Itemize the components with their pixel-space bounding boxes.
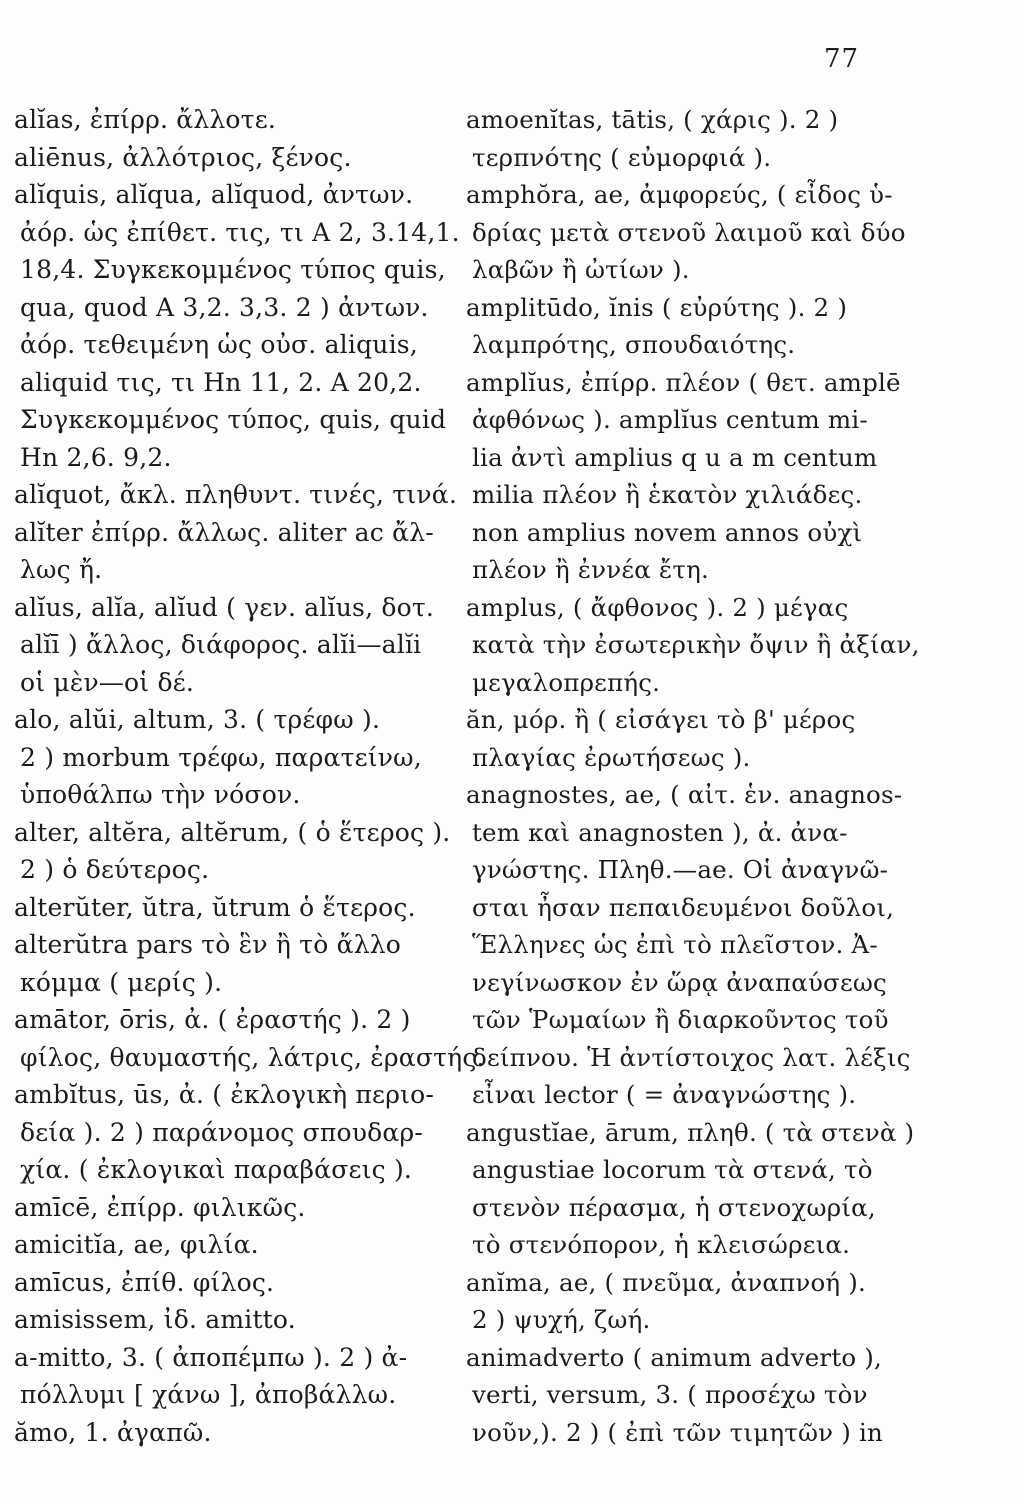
dictionary-line: non amplius novem annos οὐχὶ [472, 517, 863, 547]
dictionary-line: amphŏra, ae, ἀμφορεύς, ( εἶδος ὑ- [466, 180, 893, 209]
dictionary-line: ἀόρ. τεθειμένη ὡς οὐσ. aliquis, [20, 330, 418, 359]
dictionary-line: δείπνου. Ἡ ἀντίστοιχος λατ. λέξις [472, 1042, 911, 1072]
dictionary-line: anagnostes, ae, ( αἰτ. ἑν. anagnos- [466, 780, 903, 809]
dictionary-line: εἶναι lector ( = ἀναγνώστης ). [472, 1080, 857, 1109]
dictionary-line: ἀόρ. ὡς ἐπίθετ. τις, τι Α 2, 3.14,1. [20, 217, 460, 247]
dictionary-line: οἱ μὲν—οἱ δέ. [20, 667, 195, 697]
dictionary-line: alĭī ) ἄλλος, διάφορος. alĭi—alĭi [20, 630, 422, 659]
page-number: 77 [824, 44, 860, 74]
dictionary-line: λως ἤ. [20, 555, 103, 584]
dictionary-line: νοῦν,). 2 ) ( ἐπὶ τῶν τιμητῶν ) in [472, 1417, 884, 1447]
left-column [14, 101, 485, 1451]
dictionary-line: angustiae locorum τὰ στενά, τὸ [472, 1155, 873, 1184]
right-column [466, 101, 920, 1451]
dictionary-line: πλέον ἢ ἐννέα ἔτη. [472, 555, 709, 584]
dictionary-line: 18,4. Συγκεκομμένος τύπος quis, [20, 255, 446, 284]
dictionary-line: δεία ). 2 ) παράνομος σπουδαρ- [20, 1117, 424, 1147]
dictionary-line: verti, versum, 3. ( προσέχω τὸν [472, 1380, 868, 1409]
dictionary-line: τῶν Ῥωμαίων ἢ διαρκοῦντος τοῦ [472, 1005, 889, 1034]
dictionary-line: alĭus, alĭa, alĭud ( γεν. alĭus, δοτ. [14, 592, 435, 622]
dictionary-line: amplĭus, ἐπίρρ. πλέον ( θετ. amplē [466, 367, 901, 397]
dictionary-line: amplitūdo, ĭnis ( εὐρύτης ). 2 ) [466, 292, 848, 322]
dictionary-line: μεγαλοπρεπής. [472, 667, 661, 697]
dictionary-line: ὑποθάλπω τὴν νόσον. [20, 780, 301, 809]
dictionary-line: anĭma, ae, ( πνεῦμα, ἀναπνοή ). [466, 1267, 867, 1297]
dictionary-line: qua, quod Α 3,2. 3,3. 2 ) ἀντων. [20, 292, 429, 322]
dictionary-line: alĭas, ἐπίρρ. ἄλλοτε. [14, 105, 277, 134]
dictionary-line: amisissem, ἰδ. amitto. [14, 1305, 296, 1334]
dictionary-line: σται ἦσαν πεπαιδευμένοι δοῦλοι, [472, 892, 895, 922]
dictionary-line: στενὸν πέρασμα, ἡ στενοχωρία, [472, 1192, 876, 1222]
dictionary-line: alterŭtra pars τὸ ἓν ἢ τὸ ἄλλο [14, 930, 402, 959]
dictionary-line: Συγκεκομμένος τύπος, quis, quid [20, 405, 447, 434]
dictionary-line: ambĭtus, ūs, ἀ. ( ἐκλογικὴ περιο- [14, 1080, 434, 1109]
dictionary-line: ἀφθόνως ). amplĭus centum mi- [472, 405, 868, 434]
dictionary-line: λαβῶν ἢ ὠτίων ). [472, 255, 690, 284]
dictionary-line: 2 ) morbum τρέφω, παρατείνω, [20, 742, 422, 772]
dictionary-line: alĭquot, ἄκλ. πληθυντ. τινές, τινά. [14, 480, 457, 509]
dictionary-line: alĭter ἐπίρρ. ἄλλως. aliter ac ἄλ- [14, 517, 434, 547]
dictionary-line: κατὰ τὴν ἐσωτερικὴν ὄψιν ἢ ἀξίαν, [472, 630, 920, 659]
dictionary-line: amicitĭa, ae, φιλία. [14, 1230, 259, 1259]
dictionary-line: amīcus, ἐπίθ. φίλος. [14, 1267, 275, 1297]
dictionary-line: aliēnus, ἀλλότριος, ξένος. [14, 142, 352, 172]
dictionary-line: angustĭae, ārum, πληθ. ( τὰ στενὰ ) [466, 1117, 915, 1147]
dictionary-line: γνώστης. Πληθ.—ae. Οἱ ἀναγνῶ- [472, 855, 889, 884]
dictionary-line: νεγίνωσκον ἐν ὥρᾳ ἀναπαύσεως [472, 967, 887, 997]
dictionary-line: 2 ) ψυχή, ζωή. [472, 1305, 651, 1334]
dictionary-line: alo, alŭi, altum, 3. ( τρέφω ). [14, 705, 381, 734]
dictionary-line: a-mitto, 3. ( ἀποπέμπω ). 2 ) ἀ- [14, 1342, 408, 1372]
dictionary-line: amātor, ōris, ἀ. ( ἐραστής ). 2 ) [14, 1005, 411, 1034]
dictionary-line: lia ἀντὶ amplius q u a m centum [472, 442, 878, 472]
dictionary-line: λαμπρότης, σπουδαιότης. [472, 330, 796, 359]
dictionary-line: aliquid τις, τι Hn 11, 2. Α 20,2. [20, 367, 422, 397]
dictionary-line: φίλος, θαυμαστής, λάτρις, ἐραστής. [20, 1042, 485, 1072]
dictionary-line: χία. ( ἐκλογικαὶ παραβάσεις ). [20, 1155, 413, 1184]
dictionary-line: amīcē, ἐπίρρ. φιλικῶς. [14, 1192, 306, 1222]
dictionary-line: amoenĭtas, tātis, ( χάρις ). 2 ) [466, 105, 839, 134]
dictionary-line: πόλλυμι [ χάνω ], ἀποβάλλω. [20, 1380, 397, 1409]
dictionary-line: 2 ) ὁ δεύτερος. [20, 855, 210, 884]
dictionary-line: τερπνότης ( εὐμορφιά ). [472, 142, 772, 172]
dictionary-line: animadverto ( animum adverto ), [466, 1342, 883, 1372]
dictionary-line: κόμμα ( μερίς ). [20, 967, 223, 997]
dictionary-line: ăn, μόρ. ἢ ( εἰσάγει τὸ β' μέρος [466, 705, 856, 734]
dictionary-line: alterŭter, ŭtra, ŭtrum ὁ ἕτερος. [14, 892, 416, 922]
dictionary-line: δρίας μετὰ στενοῦ λαιμοῦ καὶ δύο [472, 217, 906, 247]
dictionary-line: πλαγίας ἐρωτήσεως ). [472, 742, 751, 772]
dictionary-line: τὸ στενόπορον, ἡ κλεισώρεια. [472, 1230, 851, 1259]
dictionary-line: Ἕλληνες ὡς ἐπὶ τὸ πλεῖστον. Ἀ- [472, 930, 878, 959]
dictionary-line: ămo, 1. ἀγαπῶ. [14, 1417, 212, 1447]
dictionary-line: tem καὶ anagnosten ), ἀ. ἀνα- [472, 817, 848, 847]
dictionary-line: alter, altĕra, altĕrum, ( ὁ ἕτερος ). [14, 817, 451, 847]
dictionary-line: alĭquis, alĭqua, alĭquod, ἀντων. [14, 180, 414, 209]
dictionary-line: Hn 2,6. 9,2. [20, 442, 172, 472]
dictionary-line: amplus, ( ἄφθονος ). 2 ) μέγας [466, 592, 849, 622]
dictionary-line: milia πλέον ἢ ἑκατὸν χιλιάδες. [472, 480, 863, 509]
